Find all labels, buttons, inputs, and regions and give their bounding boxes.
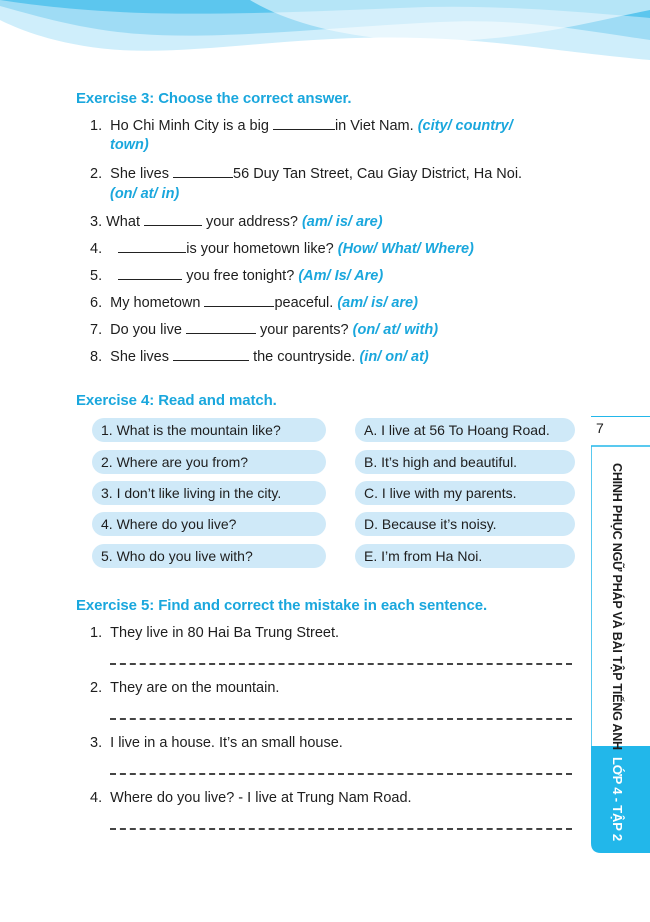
answer-blank[interactable]	[204, 294, 274, 307]
question-5: 5. you free tonight? (Am/ Is/ Are)	[90, 268, 384, 284]
match-right-item[interactable]: A. I live at 56 To Hoang Road.	[355, 418, 575, 442]
question-6: 6. My hometown peaceful. (am/ is/ are)	[90, 295, 418, 311]
answer-blank[interactable]	[144, 213, 202, 226]
exercise-5-heading: Exercise 5: Find and correct the mistake in each sentence.	[76, 597, 488, 614]
answer-blank[interactable]	[173, 165, 233, 178]
question-3: 3. What your address? (am/ is/ are)	[90, 214, 383, 230]
sentence-2: 2. They are on the mountain.	[90, 680, 280, 696]
question-1: 1. Ho Chi Minh City is a big in Viet Nam. (city/ country/	[90, 118, 513, 134]
answer-line[interactable]	[110, 663, 572, 665]
question-8: 8. She lives the countryside. (in/ on/ at)	[90, 349, 429, 365]
question-1-options-cont: town)	[110, 137, 149, 153]
sentence-3: 3. I live in a house. It’s an small house.	[90, 735, 343, 751]
question-2: 2. She lives 56 Duy Tan Street, Cau Giay District, Ha Noi.	[90, 166, 523, 182]
match-right-item[interactable]: C. I live with my parents.	[355, 481, 575, 505]
match-left-item[interactable]: 4. Where do you live?	[92, 512, 326, 536]
question-7: 7. Do you live your parents? (on/ at/ with)	[90, 322, 439, 338]
sentence-1: 1. They live in 80 Hai Ba Trung Street.	[90, 625, 340, 641]
answer-blank[interactable]	[273, 117, 335, 130]
match-left-item[interactable]: 3. I don’t like living in the city.	[92, 481, 326, 505]
match-right-item[interactable]: D. Because it’s noisy.	[355, 512, 575, 536]
question-2-options: (on/ at/ in)	[110, 186, 180, 202]
match-left-item[interactable]: 5. Who do you live with?	[92, 544, 326, 568]
exercise-4-heading: Exercise 4: Read and match.	[76, 392, 277, 409]
answer-line[interactable]	[110, 773, 572, 775]
match-left-item[interactable]: 2. Where are you from?	[92, 450, 326, 474]
answer-line[interactable]	[110, 828, 572, 830]
sentence-4: 4. Where do you live? - I live at Trung Nam Road.	[90, 790, 412, 806]
page-number: 7	[596, 420, 604, 436]
exercise-3-heading: Exercise 3: Choose the correct answer.	[76, 90, 352, 107]
answer-blank[interactable]	[118, 240, 186, 253]
answer-blank[interactable]	[118, 267, 182, 280]
answer-blank[interactable]	[173, 348, 249, 361]
answer-blank[interactable]	[186, 321, 256, 334]
answer-line[interactable]	[110, 718, 572, 720]
match-right-item[interactable]: B. It’s high and beautiful.	[355, 450, 575, 474]
match-left-item[interactable]: 1. What is the mountain like?	[92, 418, 326, 442]
match-right-item[interactable]: E. I’m from Ha Noi.	[355, 544, 575, 568]
header-wave-banner	[0, 0, 650, 90]
question-4: 4. is your hometown like? (How/ What/ Where)	[90, 241, 474, 257]
